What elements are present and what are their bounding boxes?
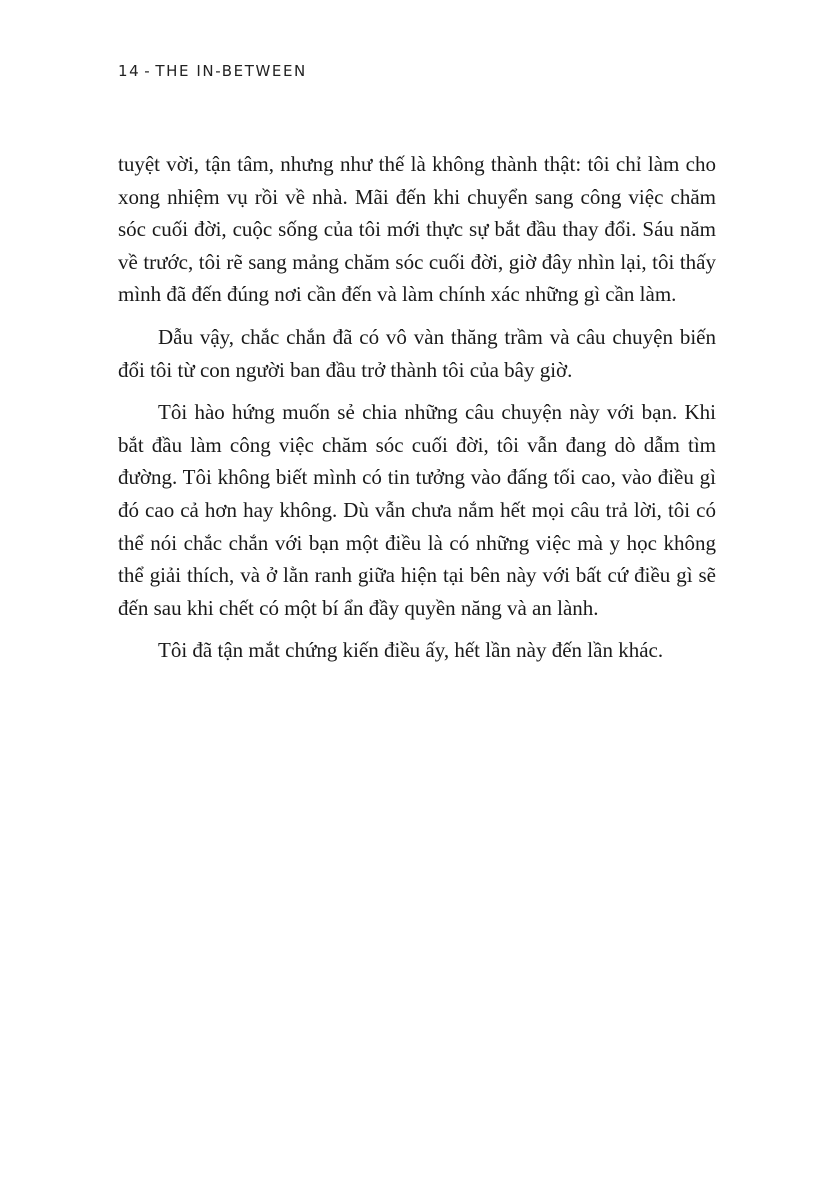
book-title: THE IN-BETWEEN [155,62,307,80]
running-header [118,62,307,80]
paragraph: Tôi hào hứng muốn sẻ chia những câu chuyện này với bạn. Khi bắt đầu làm công việc chăm sóc cuối đời, tôi vẫn đang dò dẫm tìm đường. Tôi không biết mình có tin tưởng vào đấng tối cao, vào điều gì đó cao cả hơn hay không. Dù vẫn chưa nắm hết mọi câu trả lời, tôi có thể nói chắc chắn với bạn một điều là có những việc mà y học không thể giải thích, và ở lằn ranh giữa hiện tại bên này với bất cứ điều gì sẽ đến sau khi chết có một bí ẩn đầy quyền năng và an lành. [118,400,716,620]
paragraph: Dẫu vậy, chắc chắn đã có vô vàn thăng trầm và câu chuyện biến đổi tôi từ con người ban đầu trở thành tôi của bây giờ. [118,324,716,382]
header-separator: - [144,62,152,80]
body-text [118,148,716,677]
paragraph-continued: tuyệt vời, tận tâm, nhưng như thế là không thành thật: tôi chỉ làm cho xong nhiệm vụ rồi về nhà. Mãi đến khi chuyển sang công việc chăm sóc cuối đời, cuộc sống của tôi mới thực sự bắt đầu thay đổi. Sáu năm về trước, tôi rẽ sang mảng chăm sóc cuối đời, giờ đây nhìn lại, tôi thấy mình đã đến đúng nơi cần đến và làm chính xác những gì cần làm. [118,152,716,307]
paragraph: Tôi đã tận mắt chứng kiến điều ấy, hết lần này đến lần khác. [158,638,664,663]
page-number: 14 [118,62,141,80]
